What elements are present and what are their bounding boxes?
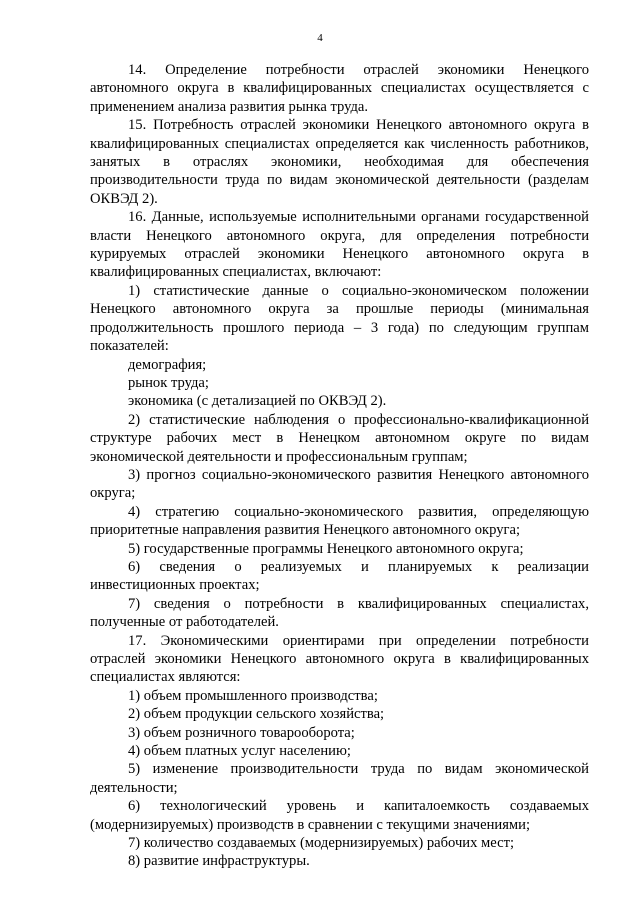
list-item-16-3: 3) прогноз социально-экономического развития Ненецкого автономного округа; [90,466,589,502]
list-item-16-1: 1) статистические данные о социально-экономическом положении Ненецкого автономного округа за прошлые периоды (минимальная продолжительность прошлого периода – 3 года) по следующим группам показателей: [90,282,589,355]
list-item-16-6: 6) сведения о реализуемых и планируемых к реализации инвестиционных проектах; [90,558,589,594]
list-item-17-3: 3) объем розничного товарооборота; [128,724,355,741]
list-item-17-1: 1) объем промышленного производства; [128,687,378,704]
document-body [90,61,589,871]
list-item-16-5: 5) государственные программы Ненецкого автономного округа; [128,540,524,557]
paragraph-14: 14. Определение потребности отраслей экономики Ненецкого автономного округа в квалифицированных специалистах осуществляется с применением анализа развития рынка труда. [90,62,589,115]
paragraph-16: 16. Данные, используемые исполнительными органами государственной власти Ненецкого автономного округа, для определения потребности курируемых отраслей экономики Ненецкого автономного округа в квалифицированных специалистах, включают: [90,209,589,281]
paragraph-17: 17. Экономическими ориентирами при определении потребности отраслей экономики Ненецкого автономного округа в квалифицированных специалистах являются: [90,632,589,686]
list-item-17-7: 7) количество создаваемых (модернизируемых) рабочих мест; [128,835,515,852]
list-subitem-labor-market: рынок труда; [128,374,209,391]
list-item-17-5: 5) изменение производительности труда по видам экономической деятельности; [90,761,589,796]
list-item-16-2: 2) статистические наблюдения о профессионально-квалификационной структуре рабочих мест в Ненецком автономном округе по видам экономической деятельности и профессиональным группам; [90,411,589,465]
list-item-17-4: 4) объем платных услуг населению; [128,743,351,760]
paragraph-15: 15. Потребность отраслей экономики Ненецкого автономного округа в квалифицированных специалистах определяется как численность работников, занятых в отраслях экономики, необходимая для обеспечения производительности труда по видам экономической деятельности (разделам ОКВЭД 2). [90,117,589,207]
list-item-16-4: 4) стратегию социально-экономического развития, определяющую приоритетные направления развития Ненецкого автономного округа; [90,503,589,539]
page-number: 4 [317,32,323,44]
list-subitem-demography: демография; [128,356,207,373]
list-subitem-economy: экономика (с детализацией по ОКВЭД 2). [128,393,387,410]
list-item-17-2: 2) объем продукции сельского хозяйства; [128,706,385,723]
list-item-17-6: 6) технологический уровень и капиталоемкость создаваемых (модернизируемых) производств в сравнении с текущими значениями; [90,798,589,833]
list-item-16-7: 7) сведения о потребности в квалифицированных специалистах, полученные от работодателей. [90,595,589,631]
list-item-17-8: 8) развитие инфраструктуры. [128,853,310,870]
